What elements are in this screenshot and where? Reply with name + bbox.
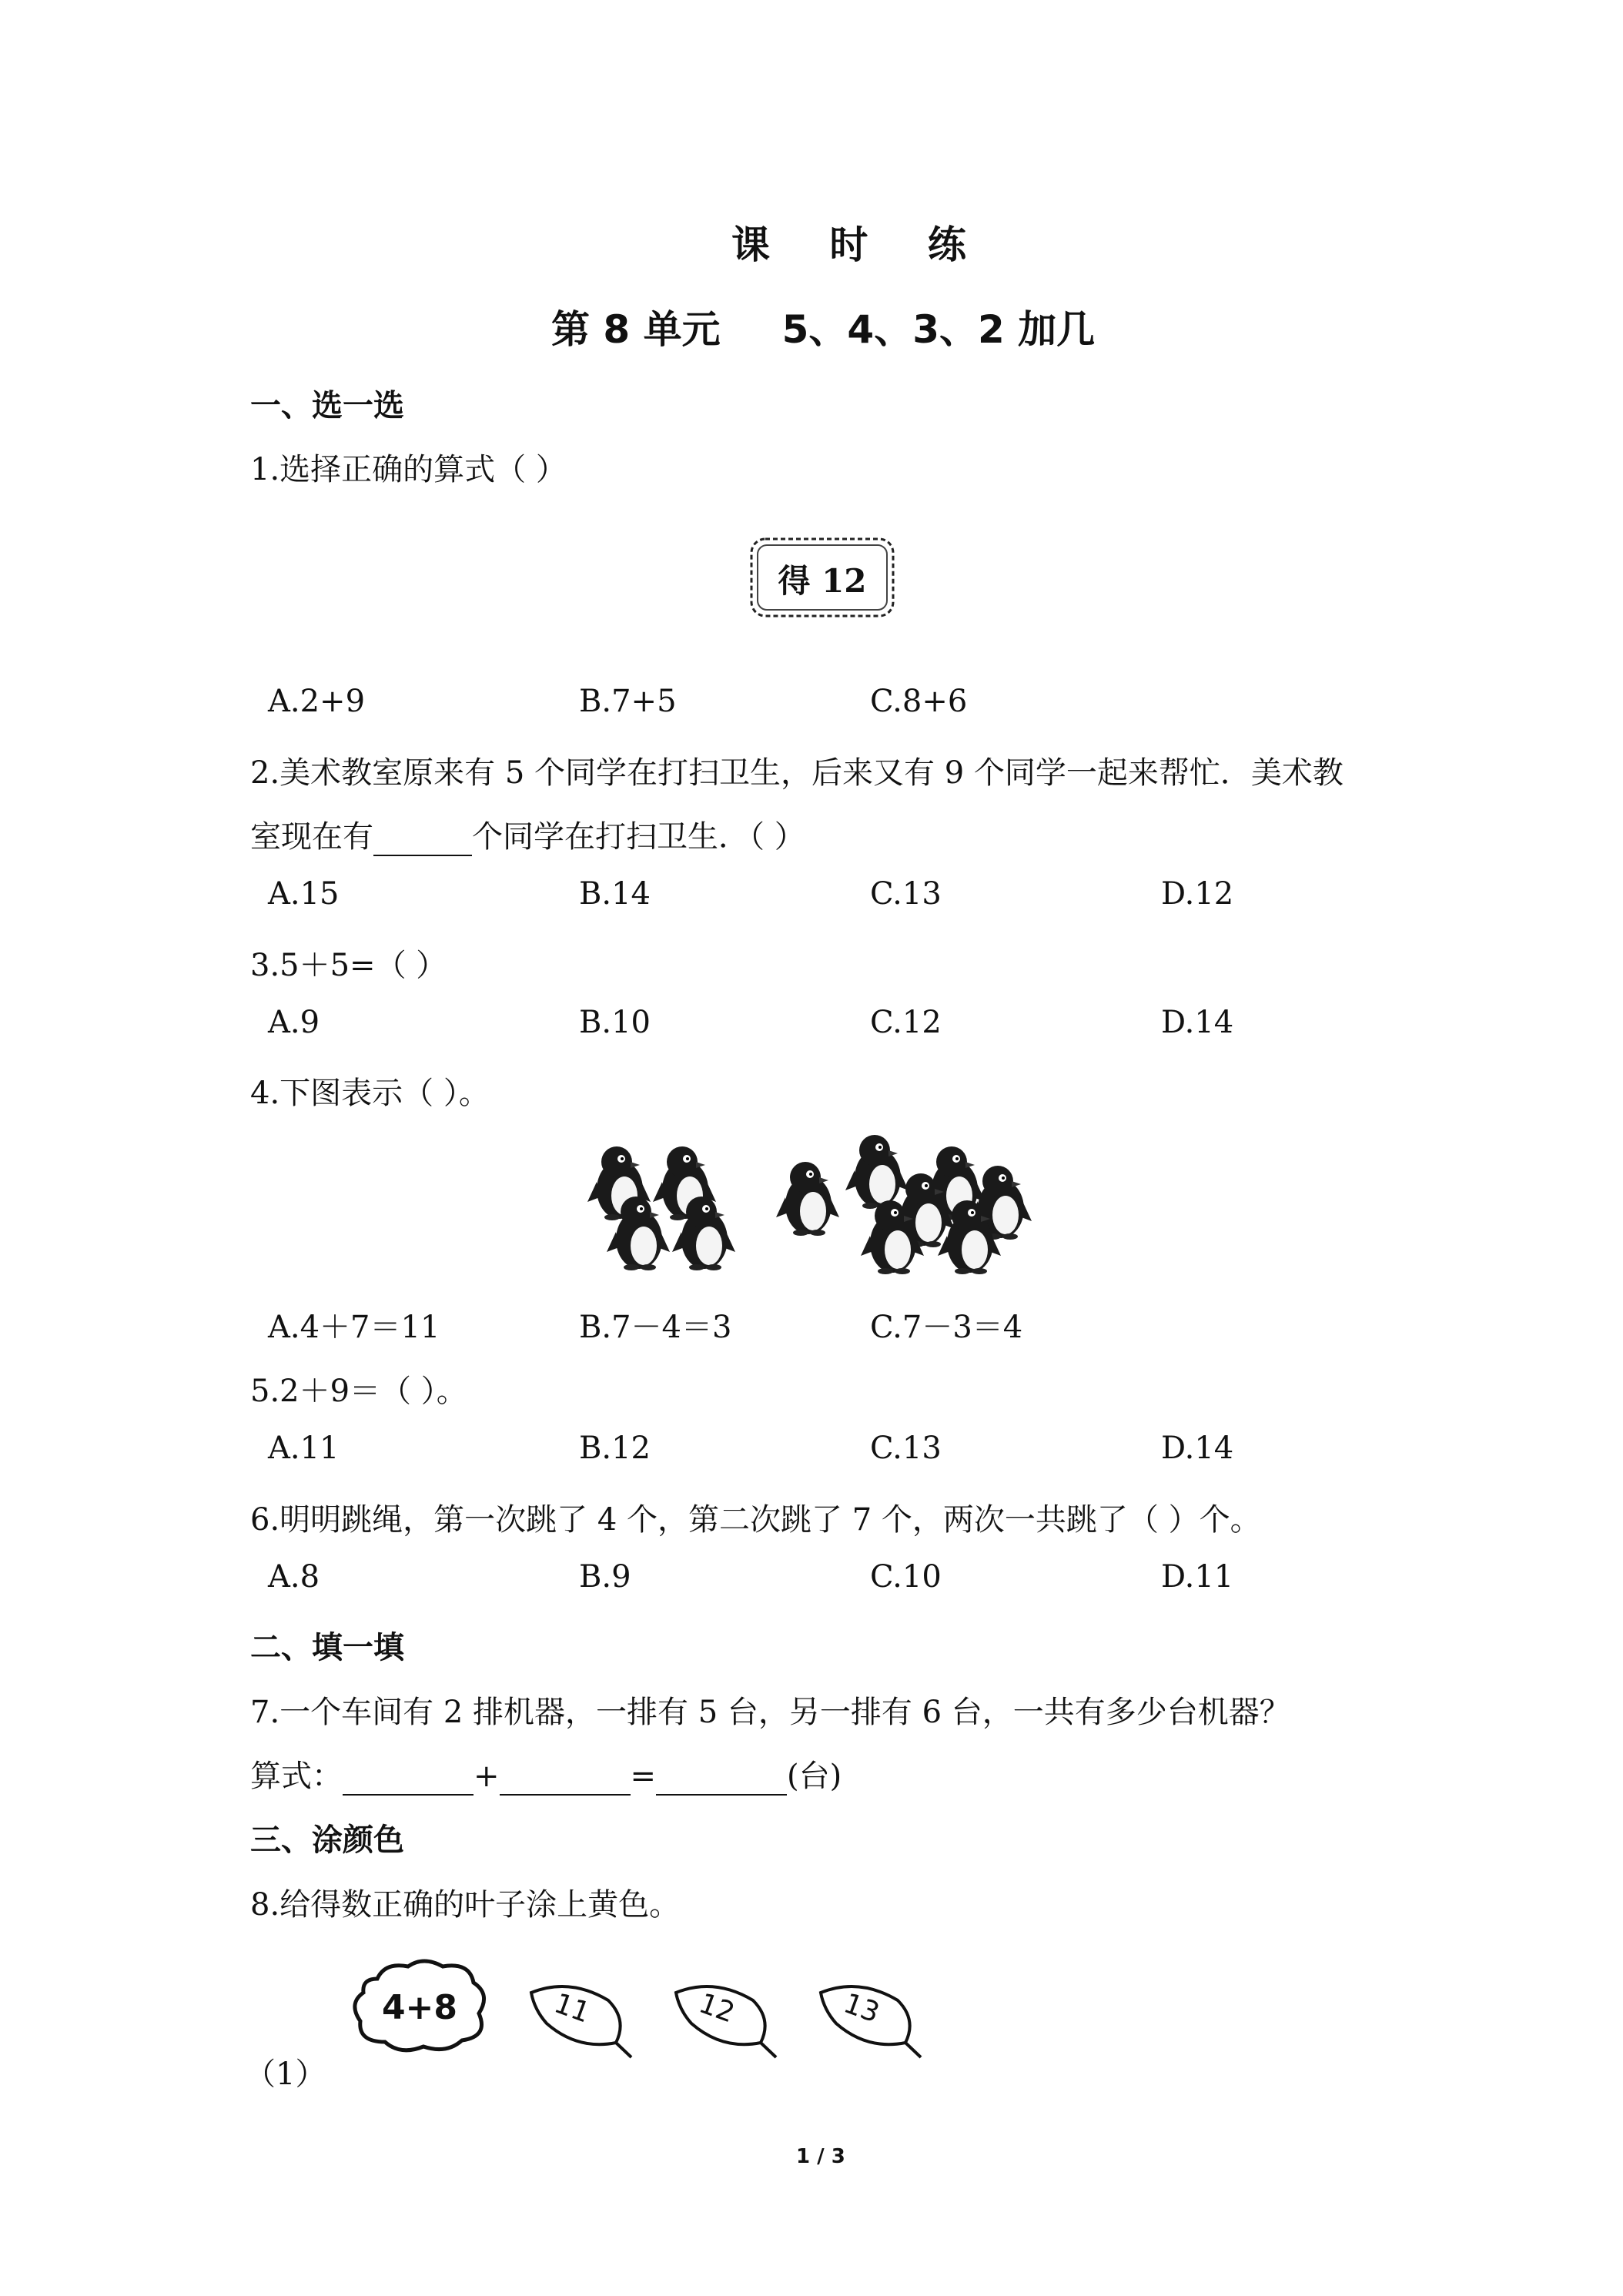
q1-frame-label: 得 12 — [778, 562, 867, 600]
q4-option-a[interactable]: A.4＋7＝11 — [268, 1310, 440, 1345]
q3-option-a[interactable]: A.9 — [268, 1005, 320, 1040]
q8-leaf-1-number: 11 — [550, 1987, 594, 2030]
question-2-line-1: 2.美术教室原来有 5 个同学在打扫卫生，后来又有 9 个同学一起来帮忙．美术教 — [250, 755, 1344, 791]
q3-option-c[interactable]: C.12 — [870, 1005, 942, 1040]
q1-option-c[interactable]: C.8+6 — [870, 684, 968, 719]
q7-equals: = — [630, 1759, 657, 1794]
section-heading-3: 三、涂颜色 — [250, 1822, 404, 1858]
question-5: 5.2＋9＝（ ）。 — [250, 1374, 467, 1409]
q1-option-a[interactable]: A.2+9 — [268, 684, 366, 719]
question-2-line-2 — [250, 812, 805, 856]
q2-option-c[interactable]: C.13 — [870, 876, 942, 912]
q8-leaf-3[interactable] — [813, 1977, 929, 2062]
q7-formula-label: 算式： — [250, 1759, 343, 1794]
q8-cloud — [346, 1956, 493, 2056]
q2-option-b[interactable]: B.14 — [579, 876, 651, 912]
question-4: 4.下图表示（ ）。 — [250, 1076, 490, 1111]
q7-formula — [250, 1752, 842, 1796]
q1-label-frame-image — [745, 531, 899, 624]
q6-option-d[interactable]: D.11 — [1161, 1559, 1234, 1595]
q6-option-b[interactable]: B.9 — [579, 1559, 631, 1595]
q7-unit: (台) — [787, 1759, 842, 1794]
question-1: 1.选择正确的算式（ ） — [250, 452, 567, 487]
q8-leaf-2[interactable] — [668, 1977, 784, 2062]
penguins-left-group — [587, 1146, 735, 1270]
q4-option-b[interactable]: B.7－4＝3 — [579, 1310, 732, 1345]
q2-text-post: 个同学在打扫卫生．（ ） — [472, 819, 805, 855]
question-7: 7.一个车间有 2 排机器，一排有 5 台，另一排有 6 台，一共有多少台机器？ — [250, 1695, 1290, 1730]
question-6: 6.明明跳绳，第一次跳了 4 个，第二次跳了 7 个，两次一共跳了（ ）个。 — [250, 1502, 1261, 1538]
penguins-right-group — [776, 1135, 1032, 1274]
q7-blank-2[interactable] — [500, 1762, 631, 1796]
section-heading-1: 一、选一选 — [250, 388, 404, 423]
question-8: 8.给得数正确的叶子涂上黄色。 — [250, 1887, 681, 1923]
q7-blank-1[interactable] — [343, 1762, 474, 1796]
section-heading-2: 二、填一填 — [250, 1630, 404, 1665]
q6-option-c[interactable]: C.10 — [870, 1559, 942, 1595]
q8-leaf-1[interactable] — [524, 1977, 639, 2062]
q2-option-d[interactable]: D.12 — [1161, 876, 1234, 912]
page-title: 课 时 练 — [731, 223, 989, 267]
q2-option-a[interactable]: A.15 — [268, 876, 340, 912]
q5-option-d[interactable]: D.14 — [1161, 1431, 1234, 1466]
q5-option-c[interactable]: C.13 — [870, 1431, 942, 1466]
unit-topic: 5、4、3、2 加几 — [781, 307, 1096, 352]
penguin-group-icon — [585, 1128, 1047, 1282]
page-number: 1 / 3 — [796, 2145, 845, 2168]
q8-part-1: （1） — [245, 2057, 326, 2092]
q6-option-a[interactable]: A.8 — [268, 1559, 320, 1595]
question-3: 3.5＋5=（ ） — [250, 948, 447, 983]
q2-answer-blank[interactable] — [373, 822, 472, 856]
q1-option-b[interactable]: B.7+5 — [579, 684, 677, 719]
penguins-image — [585, 1128, 1047, 1282]
q4-option-c[interactable]: C.7－3＝4 — [870, 1310, 1023, 1345]
unit-number: 第 8 单元 — [551, 307, 721, 352]
q8-leaf-2-number: 12 — [694, 1987, 739, 2030]
q5-option-b[interactable]: B.12 — [579, 1431, 651, 1466]
q3-option-b[interactable]: B.10 — [579, 1005, 651, 1040]
q7-plus: + — [474, 1759, 500, 1794]
unit-heading — [551, 299, 1095, 354]
q7-blank-3[interactable] — [656, 1762, 787, 1796]
q8-cloud-expression: 4+8 — [381, 1988, 458, 2027]
q2-text-pre: 室现在有 — [250, 819, 373, 855]
q5-option-a[interactable]: A.11 — [268, 1431, 340, 1466]
q8-leaf-3-number: 13 — [839, 1987, 884, 2030]
q3-option-d[interactable]: D.14 — [1161, 1005, 1234, 1040]
